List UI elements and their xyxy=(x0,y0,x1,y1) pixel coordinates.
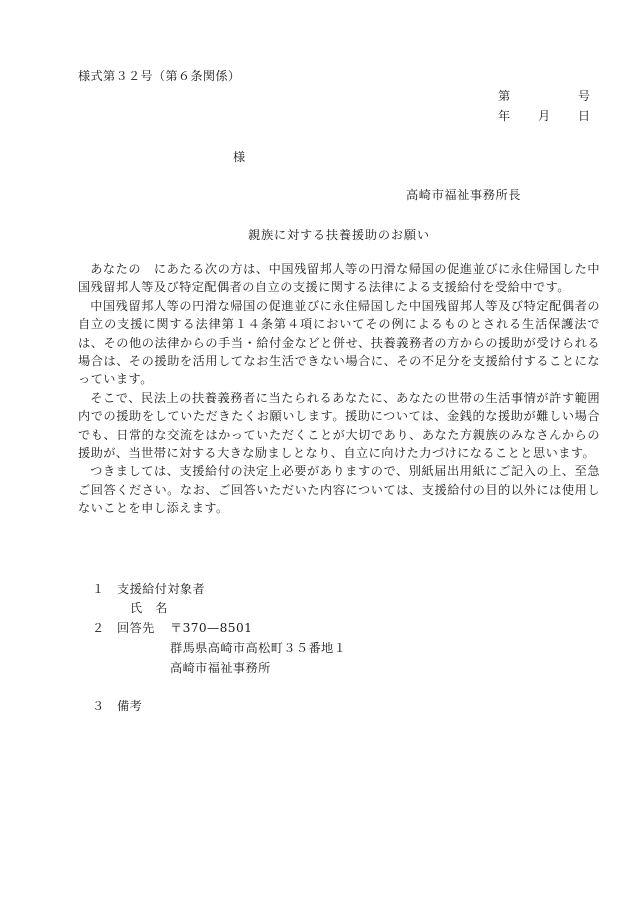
body-paragraph: 中国残留邦人等の円滑な帰国の促進並びに永住帰国した中国残留邦人等及び特定配偶者の自立の支援に関する法律第１４条第４項においてその例によるものとされる生活保護法では、その他の法律からの手当・給付金などと併せ、扶養義務者の方からの援助が受けられる場合は、その援助を活用してなお生活できない場合に、その不足分を支援給付することになっています。 xyxy=(78,298,600,387)
item-1-number: １ xyxy=(92,582,105,596)
sender: 高崎市福祉事務所長 xyxy=(406,188,522,202)
body-paragraph: そこで、民法上の扶養義務者に当たられるあなたに、あなたの世帯の生活事情が許す範囲内での援助をしていただきたくお願いします。援助については、金銭的な援助が難しい場合でも、日常的な交流をはかっていただくことが大切であり、あなた方親族のみなさんからの援助が、当世帯に対する大きな励ましとなり、自立に向けた力づけになることと思います。 xyxy=(78,390,600,461)
date-day: 日 xyxy=(577,109,590,123)
item-3-number: ３ xyxy=(92,699,105,713)
reply-office: 高崎市福祉事務所 xyxy=(170,661,271,675)
document-body xyxy=(78,260,600,518)
document-number-prefix: 第 xyxy=(498,89,511,103)
item-2-label: 回答先 xyxy=(117,621,155,635)
document-number-suffix: 号 xyxy=(577,89,590,103)
body-paragraph: つきましては、支援給付の決定上必要がありますので、別紙届出用紙にご記入の上、至急ご回答ください。なお、ご回答いただいた内容については、支援給付の目的以外には使用しないことを申し添えます。 xyxy=(78,464,600,516)
addressee: 様 xyxy=(233,150,246,164)
item-2-number: ２ xyxy=(92,621,105,635)
reply-postal-code: 〒370—8501 xyxy=(170,621,253,635)
item-1-name-field: 氏 名 xyxy=(130,601,168,615)
date-month: 月 xyxy=(538,109,551,123)
form-number: 様式第３２号（第６条関係） xyxy=(78,69,241,83)
item-3-label: 備考 xyxy=(117,699,143,713)
date-year: 年 xyxy=(498,109,511,123)
document-title: 親族に対する扶養援助のお願い xyxy=(248,228,430,242)
item-1-label: 支援給付対象者 xyxy=(117,582,206,596)
body-paragraph: あなたの にあたる次の方は、中国残留邦人等の円滑な帰国の促進並びに永住帰国した中国残留邦人等及び特定配偶者の自立の支援に関する法律による支援給付を受給中です。 xyxy=(78,262,600,295)
reply-address: 群馬県高崎市高松町３５番地１ xyxy=(170,641,347,655)
